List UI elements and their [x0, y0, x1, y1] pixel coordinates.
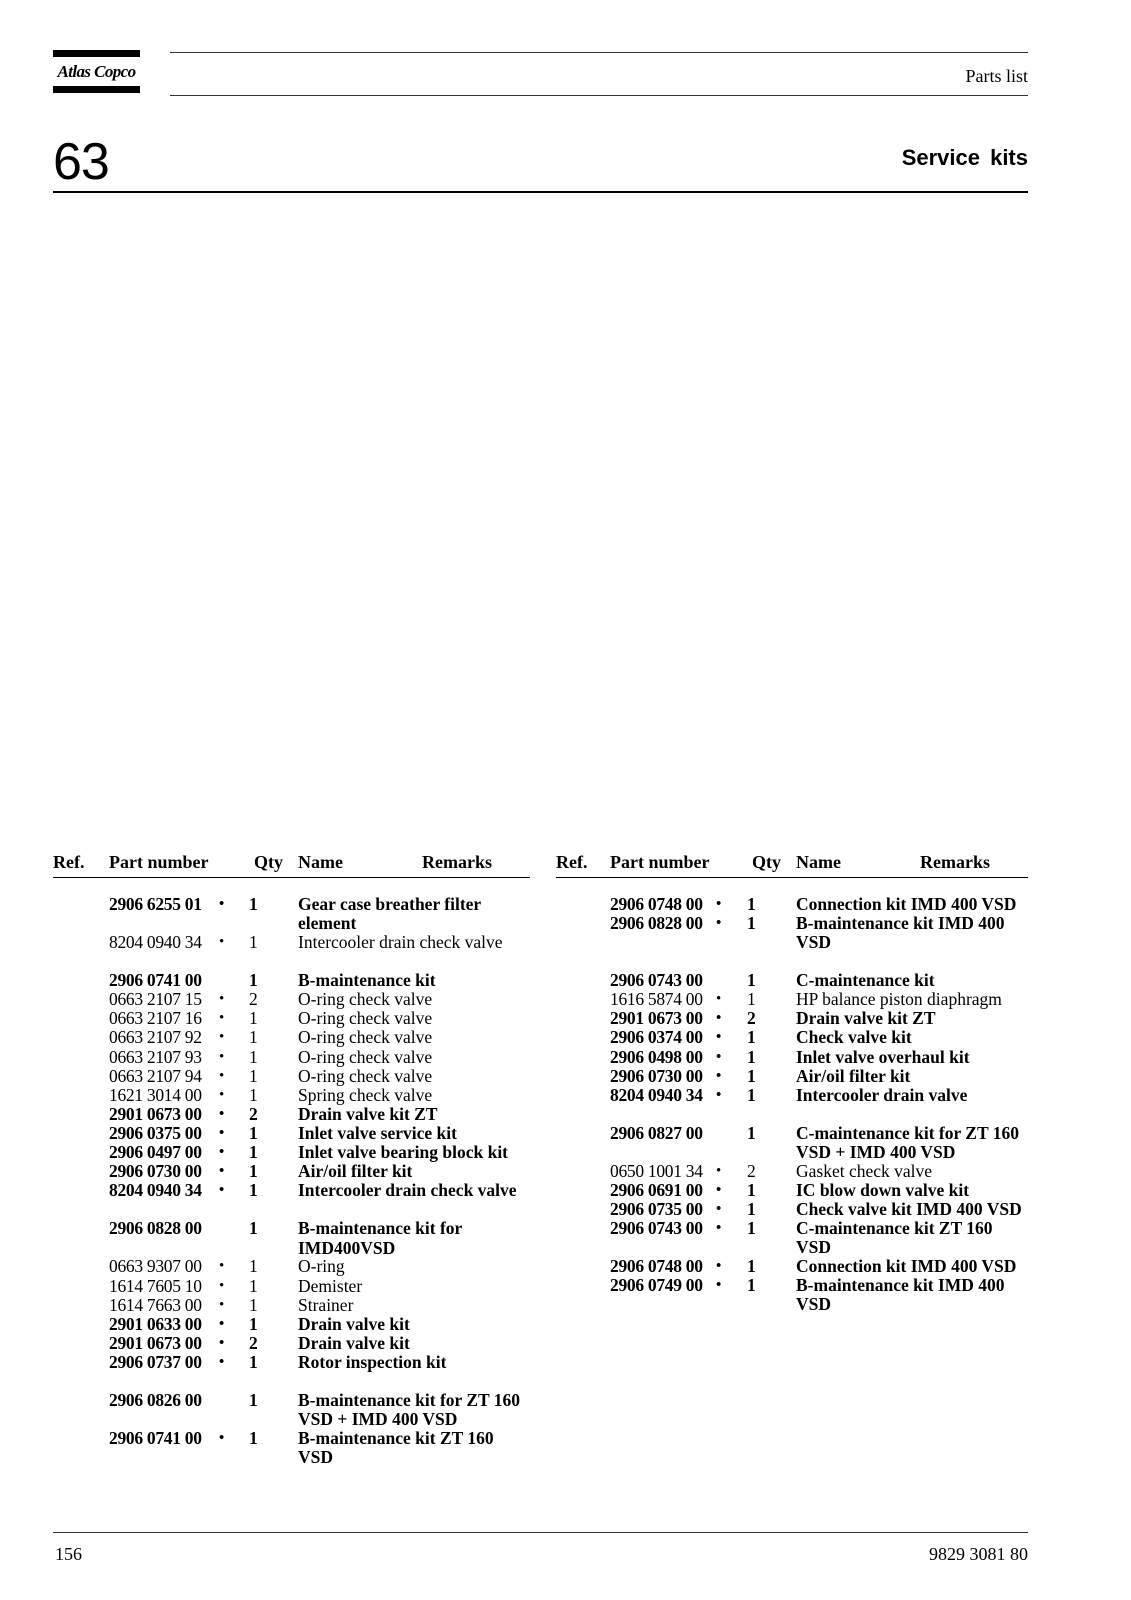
part-number-cell: 2906 0730 00 [610, 1065, 703, 1086]
bullet-cell: • [716, 1220, 722, 1237]
table-row [53, 933, 530, 952]
name-cell: Rotor inspection kit [298, 1351, 447, 1372]
qty-cell: 1 [249, 1161, 258, 1182]
bullet-cell: • [716, 991, 722, 1008]
table-row [556, 1086, 1028, 1105]
table-row [53, 971, 530, 990]
qty-cell: 1 [747, 1065, 756, 1086]
part-number-cell: 2906 0741 00 [109, 1428, 202, 1449]
bullet-cell: • [219, 991, 225, 1008]
part-number-cell: 2906 0497 00 [109, 1142, 202, 1163]
table-row [53, 1277, 530, 1296]
qty-cell: 1 [249, 1256, 258, 1277]
name-cell: Check valve kit [796, 1027, 912, 1048]
table-row [556, 971, 1028, 990]
qty-cell: 1 [249, 894, 258, 914]
part-number-cell: 2906 0748 00 [610, 894, 703, 914]
table-row [556, 1009, 1028, 1028]
table-row [556, 1028, 1028, 1047]
name-cell: Strainer [298, 1294, 354, 1315]
header-rule-top [170, 52, 1028, 53]
col-header-ref: Ref. [53, 852, 85, 872]
bullet-cell: • [716, 1258, 722, 1275]
bullet-cell: • [716, 896, 722, 912]
table-row [53, 1315, 530, 1334]
bullet-cell: • [219, 896, 225, 912]
bullet-cell: • [219, 1315, 225, 1332]
table-row [556, 1219, 1028, 1257]
name-cell: Intercooler drain check valve [298, 1180, 517, 1201]
qty-cell: 1 [249, 1313, 258, 1334]
bullet-cell: • [716, 1182, 722, 1199]
qty-cell: 2 [747, 1160, 756, 1181]
bullet-cell: • [219, 1296, 225, 1313]
bullet-cell: • [219, 1353, 225, 1370]
name-cell: O-ring check valve [298, 1046, 433, 1067]
part-number-cell: 2906 0741 00 [109, 970, 202, 991]
part-number-cell: 1616 5874 00 [610, 989, 703, 1010]
bullet-cell: • [219, 1048, 225, 1065]
col-header-qty: Qty [752, 852, 781, 872]
name-cell: Demister [298, 1275, 363, 1296]
table-row [556, 1048, 1028, 1067]
name-cell: HP balance piston diaphragm [796, 989, 1002, 1010]
bullet-cell: • [219, 1144, 225, 1161]
table-row [556, 1162, 1028, 1181]
qty-cell: 1 [747, 1046, 756, 1067]
table-row [53, 1086, 530, 1105]
bullet-cell: • [219, 1258, 225, 1275]
qty-cell: 1 [249, 932, 258, 952]
name-cell: Check valve kit IMD 400 VSD [796, 1199, 1022, 1220]
table-row [53, 1048, 530, 1067]
qty-cell: 1 [249, 1428, 258, 1449]
table-row [556, 1276, 1028, 1314]
col-header-ref: Ref. [556, 852, 588, 872]
section-rule [53, 191, 1028, 193]
part-number-cell: 2906 0743 00 [610, 1218, 703, 1239]
bullet-cell: • [716, 1048, 722, 1065]
part-number-cell: 0663 2107 93 [109, 1046, 202, 1067]
bullet-cell: • [219, 1067, 225, 1084]
qty-cell: 1 [249, 1294, 258, 1315]
name-cell: B-maintenance kit IMD 400 VSD [796, 1275, 1005, 1315]
qty-cell: 1 [747, 1180, 756, 1201]
qty-cell: 1 [747, 1275, 756, 1296]
col-header-name: Name [298, 852, 343, 872]
bullet-cell: • [219, 934, 225, 950]
qty-cell: 1 [747, 989, 756, 1010]
bullet-cell: • [219, 1430, 225, 1447]
header-rule-bottom [170, 95, 1028, 96]
col-header-remarks: Remarks [920, 852, 990, 872]
bullet-cell: • [716, 1010, 722, 1027]
bullet-cell: • [219, 1163, 225, 1180]
col-header-qty: Qty [254, 852, 283, 872]
logo-bar-bottom [53, 86, 140, 93]
part-number-cell: 2906 0735 00 [610, 1199, 703, 1220]
qty-cell: 1 [249, 1180, 258, 1201]
part-number-cell: 0663 2107 16 [109, 1008, 202, 1029]
bullet-cell: • [716, 1086, 722, 1103]
table-row [556, 1124, 1028, 1162]
part-number-cell: 2906 0374 00 [610, 1027, 703, 1048]
part-number-cell: 2906 0498 00 [610, 1046, 703, 1067]
parts-table-left [53, 851, 530, 1467]
bullet-cell: • [219, 1029, 225, 1046]
name-cell: Connection kit IMD 400 VSD [796, 894, 1017, 914]
name-cell: C-maintenance kit for ZT 160 VSD + IMD 400 VSD [796, 1122, 1019, 1163]
chapter-number: 63 [53, 133, 109, 191]
table-row [556, 1257, 1028, 1276]
name-cell: B-maintenance kit for IMD400VSD [298, 1218, 462, 1258]
col-header-name: Name [796, 852, 841, 872]
bullet-cell: • [219, 1086, 225, 1103]
qty-cell: 1 [249, 1027, 258, 1048]
footer-rule [53, 1532, 1028, 1533]
table-header [556, 851, 1028, 878]
name-cell: Drain valve kit [298, 1313, 410, 1334]
part-number-cell: 2906 0749 00 [610, 1275, 703, 1296]
part-number-cell: 2906 0691 00 [610, 1180, 703, 1201]
name-cell: Intercooler drain valve [796, 1084, 968, 1105]
name-cell: B-maintenance kit for ZT 160 VSD + IMD 400 VSD [298, 1390, 520, 1430]
qty-cell: 1 [747, 1199, 756, 1220]
part-number-cell: 1621 3014 00 [109, 1084, 202, 1105]
table-row [53, 1296, 530, 1315]
part-number-cell: 2906 0827 00 [610, 1122, 703, 1143]
table-body-left [53, 895, 530, 1467]
part-number-cell: 2906 0375 00 [109, 1122, 202, 1143]
qty-cell: 1 [249, 1218, 258, 1239]
table-row [53, 1028, 530, 1047]
table-row [556, 895, 1028, 914]
qty-cell: 1 [249, 1046, 258, 1067]
part-number-cell: 2906 0730 00 [109, 1161, 202, 1182]
table-row [53, 1219, 530, 1257]
part-number-cell: 0663 2107 94 [109, 1065, 202, 1086]
name-cell: B-maintenance kit IMD 400 VSD [796, 913, 1005, 953]
name-cell: Intercooler drain check valve [298, 932, 503, 952]
bullet-cell: • [219, 1124, 225, 1141]
table-row [53, 1334, 530, 1353]
name-cell: O-ring check valve [298, 1027, 433, 1048]
qty-cell: 2 [249, 1103, 258, 1124]
part-number-cell: 2906 6255 01 [109, 894, 202, 914]
table-row [556, 1181, 1028, 1200]
table-row [556, 990, 1028, 1009]
logo-bar-top [53, 50, 140, 57]
table-row [53, 1162, 530, 1181]
part-number-cell: 2906 0737 00 [109, 1351, 202, 1372]
name-cell: O-ring check valve [298, 1008, 433, 1029]
table-row [53, 1009, 530, 1028]
name-cell: Air/oil filter kit [796, 1065, 911, 1086]
qty-cell: 2 [747, 1008, 756, 1029]
table-row [53, 1124, 530, 1143]
qty-cell: 1 [249, 1142, 258, 1163]
bullet-cell: • [716, 1201, 722, 1218]
table-header [53, 851, 530, 878]
table-row [53, 1067, 530, 1086]
table-row [556, 914, 1028, 952]
part-number-cell: 0663 9307 00 [109, 1256, 202, 1277]
qty-cell: 1 [249, 1351, 258, 1372]
qty-cell: 1 [249, 1065, 258, 1086]
name-cell: C-maintenance kit ZT 160 VSD [796, 1218, 993, 1258]
name-cell: B-maintenance kit ZT 160 VSD [298, 1428, 494, 1468]
qty-cell: 1 [249, 1084, 258, 1105]
name-cell: C-maintenance kit [796, 970, 935, 991]
part-number-cell: 8204 0940 34 [109, 1180, 202, 1201]
part-number-cell: 2906 0748 00 [610, 1256, 703, 1277]
bullet-cell: • [219, 1105, 225, 1122]
qty-cell: 1 [249, 970, 258, 991]
part-number-cell: 1614 7663 00 [109, 1294, 202, 1315]
name-cell: Gasket check valve [796, 1160, 933, 1181]
name-cell: O-ring check valve [298, 989, 433, 1010]
table-row [53, 990, 530, 1009]
part-number-cell: 2906 0828 00 [109, 1218, 202, 1239]
bullet-cell: • [716, 1029, 722, 1046]
page-number: 156 [55, 1544, 82, 1564]
atlas-copco-logo [53, 50, 140, 93]
part-number-cell: 2906 0826 00 [109, 1390, 202, 1411]
bullet-cell: • [716, 1162, 722, 1179]
qty-cell: 1 [747, 1256, 756, 1277]
name-cell: Connection kit IMD 400 VSD [796, 1256, 1017, 1277]
qty-cell: 1 [249, 1275, 258, 1296]
table-row [53, 1391, 530, 1429]
name-cell: Inlet valve service kit [298, 1122, 457, 1143]
name-cell: Inlet valve bearing block kit [298, 1142, 509, 1163]
part-number-cell: 8204 0940 34 [109, 932, 202, 952]
bullet-cell: • [716, 915, 722, 932]
logo-text: Atlas Copco [57, 62, 136, 81]
qty-cell: 1 [747, 1084, 756, 1105]
name-cell: Air/oil filter kit [298, 1161, 413, 1182]
col-header-remarks: Remarks [422, 852, 492, 872]
table-row [556, 1200, 1028, 1219]
col-header-part-number: Part number [610, 852, 710, 872]
bullet-cell: • [219, 1010, 225, 1027]
name-cell: Inlet valve overhaul kit [796, 1046, 970, 1067]
part-number-cell: 2901 0673 00 [109, 1332, 202, 1353]
name-cell: Drain valve kit ZT [298, 1103, 438, 1124]
qty-cell: 1 [249, 1122, 258, 1143]
table-row [53, 1257, 530, 1276]
parts-table-right [556, 851, 1028, 1314]
table-row [53, 1143, 530, 1162]
bullet-cell: • [219, 1277, 225, 1294]
name-cell: O-ring [298, 1256, 345, 1277]
qty-cell: 1 [747, 913, 756, 934]
bullet-cell: • [219, 1182, 225, 1199]
table-row [53, 1105, 530, 1124]
name-cell: Drain valve kit ZT [796, 1008, 936, 1029]
bullet-cell: • [716, 1277, 722, 1294]
part-number-cell: 2901 0673 00 [109, 1103, 202, 1124]
qty-cell: 1 [747, 970, 756, 991]
part-number-cell: 0650 1001 34 [610, 1160, 703, 1181]
header-title: Parts list [965, 66, 1028, 86]
col-header-part-number: Part number [109, 852, 209, 872]
bullet-cell: • [716, 1067, 722, 1084]
part-number-cell: 8204 0940 34 [610, 1084, 703, 1105]
document-number: 9829 3081 80 [929, 1544, 1028, 1564]
qty-cell: 2 [249, 1332, 258, 1353]
qty-cell: 2 [249, 989, 258, 1010]
part-number-cell: 2901 0633 00 [109, 1313, 202, 1334]
part-number-cell: 2906 0828 00 [610, 913, 703, 934]
qty-cell: 1 [249, 1390, 258, 1411]
table-body-right [556, 895, 1028, 1314]
name-cell: B-maintenance kit [298, 970, 436, 991]
bullet-cell: • [219, 1334, 225, 1351]
table-row [53, 1429, 530, 1467]
name-cell: Drain valve kit [298, 1332, 410, 1353]
name-cell: Spring check valve [298, 1084, 433, 1105]
table-row [556, 1067, 1028, 1086]
part-number-cell: 0663 2107 92 [109, 1027, 202, 1048]
part-number-cell: 2901 0673 00 [610, 1008, 703, 1029]
table-row [53, 1181, 530, 1200]
part-number-cell: 0663 2107 15 [109, 989, 202, 1010]
qty-cell: 1 [747, 1027, 756, 1048]
name-cell: IC blow down valve kit [796, 1180, 970, 1201]
name-cell: Gear case breather filter element [298, 894, 481, 934]
qty-cell: 1 [747, 894, 756, 914]
qty-cell: 1 [747, 1218, 756, 1239]
part-number-cell: 2906 0743 00 [610, 970, 703, 991]
qty-cell: 1 [747, 1122, 756, 1143]
part-number-cell: 1614 7605 10 [109, 1275, 202, 1296]
table-row [53, 1353, 530, 1372]
qty-cell: 1 [249, 1008, 258, 1029]
name-cell: O-ring check valve [298, 1065, 433, 1086]
table-row [53, 895, 530, 933]
section-title: Service kits [901, 145, 1028, 170]
